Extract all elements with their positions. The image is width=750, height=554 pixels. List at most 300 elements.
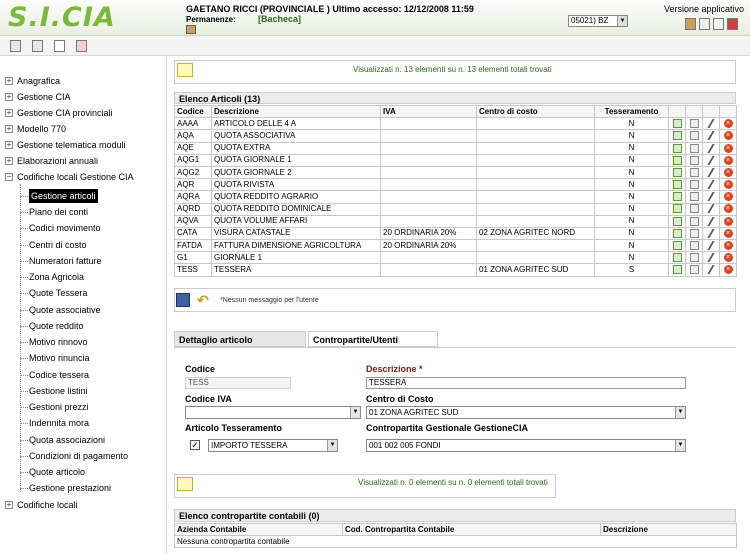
- cell-tesseramento: N: [595, 118, 669, 130]
- user-message: *Nessun messaggio per l'utente: [220, 297, 319, 304]
- table-row[interactable]: [175, 203, 737, 215]
- expand-icon[interactable]: +: [6, 124, 12, 133]
- cell-tesseramento: N: [595, 154, 669, 166]
- cell-codice: TESS: [175, 264, 212, 276]
- cell-tesseramento: N: [595, 240, 669, 252]
- table-row[interactable]: [175, 142, 737, 154]
- delete-icon[interactable]: ×: [724, 192, 733, 201]
- cell-tesseramento: N: [595, 191, 669, 203]
- chevron-down-icon: ▼: [675, 407, 685, 418]
- cell-iva: [381, 166, 477, 178]
- sidebar-item-codici-movimento[interactable]: Codici movimento: [29, 223, 101, 233]
- contropartita-value: 001 002 005 FONDI: [369, 441, 441, 450]
- tree-branch: [20, 196, 28, 197]
- sidebar-item-piano-conti[interactable]: Piano dei conti: [29, 207, 89, 217]
- sidebar-item-centri-costo[interactable]: Centri di costo: [29, 240, 87, 250]
- sidebar-item-gestioni-prezzi[interactable]: Gestioni prezzi: [29, 402, 89, 412]
- action-cell: [669, 215, 686, 227]
- undo-icon[interactable]: ↶: [197, 292, 209, 308]
- cell-iva: 20 ORDINARIA 20%: [381, 227, 477, 239]
- sidebar-item-quote-tessera[interactable]: Quote Tessera: [29, 288, 88, 298]
- cell-codice: AQVA: [175, 215, 212, 227]
- tree-branch: [20, 277, 28, 278]
- cell-iva: [381, 154, 477, 166]
- tree-branch: [20, 228, 28, 229]
- app-header: [0, 0, 750, 36]
- logout-icon[interactable]: [727, 18, 738, 30]
- expand-icon[interactable]: +: [6, 92, 12, 101]
- view-icon[interactable]: [690, 241, 699, 250]
- delete-icon[interactable]: ×: [724, 168, 733, 177]
- action-cell: [669, 154, 686, 166]
- delete-icon[interactable]: ×: [724, 156, 733, 165]
- sidebar-item-zona-agricola[interactable]: Zona Agricola: [29, 272, 85, 282]
- view-icon[interactable]: [690, 265, 699, 274]
- cell-descrizione: FATTURA DIMENSIONE AGRICOLTURA: [212, 240, 381, 252]
- action-cell: [669, 240, 686, 252]
- edit-icon[interactable]: [673, 204, 682, 213]
- action-cell: [703, 191, 720, 203]
- action-cell: [686, 203, 703, 215]
- save-icon[interactable]: [176, 293, 190, 307]
- view-icon[interactable]: [690, 217, 699, 226]
- action-cell: [703, 227, 720, 239]
- expand-menu-icon[interactable]: [32, 40, 43, 52]
- col-action: [703, 106, 720, 118]
- cell-codice: AQE: [175, 142, 212, 154]
- action-cell: [720, 166, 737, 178]
- edit-icon[interactable]: [673, 156, 682, 165]
- action-cell: [703, 264, 720, 276]
- nav-anagrafica[interactable]: + Anagrafica: [6, 76, 61, 86]
- action-cell: [720, 142, 737, 154]
- chevron-down-icon: ▼: [350, 407, 360, 418]
- action-cell: [703, 252, 720, 264]
- sidebar-divider: [166, 56, 167, 554]
- action-cell: [703, 215, 720, 227]
- cell-codice: FATDA: [175, 240, 212, 252]
- nav-elaborazioni-annuali[interactable]: + Elaborazioni annuali: [6, 156, 99, 166]
- tree-branch: [20, 261, 28, 262]
- action-cell: [703, 166, 720, 178]
- edit-icon[interactable]: [673, 192, 682, 201]
- table-row: [175, 536, 737, 548]
- descrizione-label: Descrizione *: [366, 364, 423, 374]
- articles-table: [174, 105, 737, 277]
- nav-gestione-telematica[interactable]: + Gestione telematica moduli: [6, 140, 126, 150]
- tab-dettaglio-articolo[interactable]: Dettaglio articolo: [174, 331, 306, 347]
- sidebar-item-numeratori[interactable]: Numeratori fatture: [29, 256, 102, 266]
- sidebar-item-motivo-rinuncia[interactable]: Motivo rinuncia: [29, 353, 90, 363]
- table-header-row: [175, 524, 737, 536]
- cell-centro-costo: 02 ZONA AGRITEC NORD: [477, 227, 595, 239]
- col-descrizione[interactable]: Descrizione: [601, 524, 737, 536]
- delete-icon[interactable]: ×: [724, 144, 733, 153]
- action-cell: [669, 179, 686, 191]
- note-icon: [177, 63, 193, 77]
- nav-codifiche-locali[interactable]: + Codifiche locali: [6, 500, 78, 510]
- view-icon[interactable]: [690, 180, 699, 189]
- cell-descrizione: QUOTA GIORNALE 2: [212, 166, 381, 178]
- cell-codice: AQR: [175, 179, 212, 191]
- permanenze-value[interactable]: [Bacheca]: [258, 14, 302, 24]
- action-cell: [669, 118, 686, 130]
- action-cell: [686, 252, 703, 264]
- print-icon[interactable]: [76, 40, 87, 52]
- action-cell: [720, 240, 737, 252]
- codice-iva-select[interactable]: [185, 406, 361, 419]
- note-icon: [177, 477, 193, 491]
- cell-codice: CATA: [175, 227, 212, 239]
- cell-iva: [381, 130, 477, 142]
- view-icon[interactable]: [690, 204, 699, 213]
- toolbar: [0, 36, 750, 56]
- edit-icon[interactable]: [673, 180, 682, 189]
- articolo-tesseramento-label: Articolo Tesseramento: [185, 423, 282, 433]
- action-cell: [669, 191, 686, 203]
- cell-iva: [381, 179, 477, 191]
- wrench-icon[interactable]: [707, 253, 715, 262]
- tree-branch: [20, 456, 28, 457]
- action-cell: [720, 118, 737, 130]
- action-cell: [686, 118, 703, 130]
- cell-iva: [381, 118, 477, 130]
- tree-branch: [20, 310, 28, 311]
- cell-descrizione: ARTICOLO DELLE 4 A: [212, 118, 381, 130]
- results-count-top: Visualizzati n. 13 elementi su n. 13 elementi totali trovati: [353, 65, 552, 74]
- sidebar-item-motivo-rinnovo[interactable]: Motivo rinnovo: [29, 337, 88, 347]
- collapse-icon[interactable]: −: [6, 172, 12, 181]
- tree-branch: [20, 212, 28, 213]
- cell-descrizione: QUOTA EXTRA: [212, 142, 381, 154]
- action-cell: [669, 130, 686, 142]
- action-cell: [669, 142, 686, 154]
- action-cell: [669, 252, 686, 264]
- empty-message: Nessuna contropartita contabile: [175, 536, 737, 548]
- cell-tesseramento: N: [595, 179, 669, 191]
- version-label: Versione applicativo: [663, 4, 744, 14]
- cell-codice: AQA: [175, 130, 212, 142]
- wrench-icon[interactable]: [707, 168, 715, 177]
- edit-icon[interactable]: [673, 229, 682, 238]
- cell-centro-costo: 01 ZONA AGRITEC SUD: [477, 264, 595, 276]
- sidebar-item-quote-reddito[interactable]: Quote reddito: [29, 321, 84, 331]
- cell-descrizione: QUOTA RIVISTA: [212, 179, 381, 191]
- action-cell: [720, 154, 737, 166]
- centro-costo-label: Centro di Costo: [366, 394, 434, 404]
- col-codice[interactable]: Codice: [175, 106, 212, 118]
- descrizione-field[interactable]: TESSERA: [366, 377, 686, 389]
- cell-iva: [381, 264, 477, 276]
- action-cell: [720, 264, 737, 276]
- cell-centro-costo: [477, 203, 595, 215]
- action-cell: [669, 264, 686, 276]
- cell-iva: [381, 252, 477, 264]
- page-icon[interactable]: [54, 40, 65, 52]
- tesseramento-checkbox[interactable]: ✓: [191, 440, 199, 450]
- wrench-icon[interactable]: [707, 229, 715, 238]
- cell-codice: AAAA: [175, 118, 212, 130]
- office-select[interactable]: [568, 15, 628, 27]
- cell-tesseramento: N: [595, 130, 669, 142]
- contropartite-table: [174, 523, 737, 548]
- cell-centro-costo: [477, 179, 595, 191]
- wrench-icon[interactable]: [707, 156, 715, 165]
- action-cell: [720, 179, 737, 191]
- cell-tesseramento: N: [595, 252, 669, 264]
- col-centro-costo[interactable]: Centro di costo: [477, 106, 595, 118]
- action-cell: [720, 203, 737, 215]
- cell-codice: G1: [175, 252, 212, 264]
- books-icon[interactable]: [685, 18, 696, 30]
- sidebar-item-quote-associative[interactable]: Quote associative: [29, 305, 101, 315]
- wrench-icon[interactable]: [707, 204, 715, 213]
- codice-field[interactable]: TESS: [185, 377, 291, 389]
- table-row[interactable]: [175, 252, 737, 264]
- tree-branch: [20, 391, 28, 392]
- tab-contropartite-utenti[interactable]: Contropartite/Utenti: [308, 331, 438, 347]
- edit-icon[interactable]: [673, 119, 682, 128]
- cell-centro-costo: [477, 142, 595, 154]
- delete-icon[interactable]: ×: [724, 119, 733, 128]
- view-icon[interactable]: [690, 168, 699, 177]
- delete-icon[interactable]: ×: [724, 253, 733, 262]
- collapse-menu-icon[interactable]: [10, 40, 21, 52]
- table-row[interactable]: [175, 130, 737, 142]
- edit-icon[interactable]: [673, 144, 682, 153]
- cell-centro-costo: [477, 240, 595, 252]
- view-icon[interactable]: [690, 229, 699, 238]
- codice-label: Codice: [185, 364, 216, 374]
- delete-icon[interactable]: ×: [724, 265, 733, 274]
- tree-branch: [20, 326, 28, 327]
- expand-icon[interactable]: +: [6, 108, 12, 117]
- action-cell: [686, 215, 703, 227]
- cell-centro-costo: [477, 130, 595, 142]
- col-azienda-contabile[interactable]: Azienda Contabile: [175, 524, 343, 536]
- delete-icon[interactable]: ×: [724, 180, 733, 189]
- cell-descrizione: QUOTA GIORNALE 1: [212, 154, 381, 166]
- delete-icon[interactable]: ×: [724, 229, 733, 238]
- view-icon[interactable]: [690, 144, 699, 153]
- tesseramento-select[interactable]: [208, 439, 338, 452]
- action-cell: [686, 166, 703, 178]
- wrench-icon[interactable]: [707, 265, 715, 274]
- wrench-icon[interactable]: [707, 192, 715, 201]
- contropartita-select[interactable]: [366, 439, 686, 452]
- action-cell: [686, 264, 703, 276]
- sidebar-item-gestione-prestazioni[interactable]: Gestione prestazioni: [29, 483, 112, 493]
- office-select-value: 05021) BZ: [571, 16, 609, 25]
- user-info: GAETANO RICCI (PROVINCIALE ) Ultimo accesso: 12/12/2008 11:59: [186, 4, 474, 14]
- action-cell: [686, 142, 703, 154]
- bookshelf-icon[interactable]: [186, 25, 196, 34]
- cell-iva: [381, 215, 477, 227]
- tree-branch: [20, 342, 28, 343]
- delete-icon[interactable]: ×: [724, 204, 733, 213]
- tree-branch: [20, 488, 28, 489]
- chevron-down-icon: ▼: [327, 440, 337, 451]
- table-row[interactable]: [175, 264, 737, 276]
- expand-icon[interactable]: +: [6, 140, 12, 149]
- sidebar-item-quota-associazioni[interactable]: Quota associazioni: [29, 435, 106, 445]
- cell-codice: AQG2: [175, 166, 212, 178]
- delete-icon[interactable]: ×: [724, 131, 733, 140]
- view-icon[interactable]: [690, 119, 699, 128]
- document-icon[interactable]: [699, 18, 710, 30]
- sidebar-item-condizioni-pagamento[interactable]: Condizioni di pagamento: [29, 451, 129, 461]
- cell-tesseramento: S: [595, 264, 669, 276]
- expand-icon[interactable]: +: [6, 76, 12, 85]
- col-descrizione[interactable]: Descrizione: [212, 106, 381, 118]
- action-cell: [669, 227, 686, 239]
- view-icon[interactable]: [690, 253, 699, 262]
- action-cell: [703, 142, 720, 154]
- expand-icon[interactable]: +: [6, 156, 12, 165]
- tree-branch: [20, 440, 28, 441]
- cell-descrizione: QUOTA ASSOCIATIVA: [212, 130, 381, 142]
- cell-centro-costo: [477, 154, 595, 166]
- table-row[interactable]: [175, 227, 737, 239]
- cell-descrizione: QUOTA REDDITO AGRARIO: [212, 191, 381, 203]
- table-row[interactable]: [175, 154, 737, 166]
- permanenze-label: Permanenze:: [186, 15, 236, 24]
- table-row[interactable]: [175, 240, 737, 252]
- cell-tesseramento: N: [595, 142, 669, 154]
- sidebar-item-codice-tessera[interactable]: Codice tessera: [29, 370, 90, 380]
- chevron-down-icon: ▼: [675, 440, 685, 451]
- col-iva[interactable]: IVA: [381, 106, 477, 118]
- cell-centro-costo: [477, 252, 595, 264]
- view-icon[interactable]: [690, 192, 699, 201]
- wrench-icon[interactable]: [707, 119, 715, 128]
- edit-icon[interactable]: [673, 241, 682, 250]
- cell-centro-costo: [477, 166, 595, 178]
- cell-descrizione: QUOTA REDDITO DOMINICALE: [212, 203, 381, 215]
- cell-tesseramento: N: [595, 215, 669, 227]
- chevron-down-icon: ▼: [617, 16, 627, 26]
- edit-icon[interactable]: [673, 265, 682, 274]
- wrench-icon[interactable]: [707, 217, 715, 226]
- table-row[interactable]: [175, 166, 737, 178]
- nav-modello-770[interactable]: + Modello 770: [6, 124, 67, 134]
- edit-icon[interactable]: [673, 168, 682, 177]
- cell-iva: [381, 203, 477, 215]
- col-action: [686, 106, 703, 118]
- cell-centro-costo: [477, 118, 595, 130]
- tree-branch: [20, 245, 28, 246]
- tab-divider: [174, 347, 736, 348]
- action-cell: [669, 166, 686, 178]
- tree-branch: [20, 407, 28, 408]
- view-icon[interactable]: [690, 131, 699, 140]
- edit-icon[interactable]: [673, 217, 682, 226]
- home-icon[interactable]: [713, 18, 724, 30]
- col-action: [720, 106, 737, 118]
- col-tesseramento[interactable]: Tesseramento: [595, 106, 669, 118]
- action-cell: [720, 227, 737, 239]
- cell-tesseramento: N: [595, 166, 669, 178]
- action-cell: [703, 154, 720, 166]
- tree-branch: [20, 472, 28, 473]
- wrench-icon[interactable]: [707, 144, 715, 153]
- cell-codice: AQRA: [175, 191, 212, 203]
- action-cell: [686, 179, 703, 191]
- edit-icon[interactable]: [673, 131, 682, 140]
- action-cell: [703, 203, 720, 215]
- cell-codice: AQG1: [175, 154, 212, 166]
- delete-icon[interactable]: ×: [724, 217, 733, 226]
- action-cell: [686, 130, 703, 142]
- contropartite-grid-title: Elenco contropartite contabili (0): [174, 509, 736, 522]
- action-cell: [686, 154, 703, 166]
- table-row[interactable]: [175, 118, 737, 130]
- action-cell: [703, 240, 720, 252]
- tree-branch: [20, 293, 28, 294]
- action-cell: [720, 191, 737, 203]
- action-cell: [669, 203, 686, 215]
- cell-centro-costo: [477, 191, 595, 203]
- cell-iva: [381, 142, 477, 154]
- tree-branch: [20, 358, 28, 359]
- edit-icon[interactable]: [673, 253, 682, 262]
- action-cell: [720, 130, 737, 142]
- action-cell: [686, 191, 703, 203]
- tree-branch: [20, 423, 28, 424]
- tree-connector: [20, 184, 21, 492]
- wrench-icon[interactable]: [707, 131, 715, 140]
- articles-grid-title: Elenco Articoli (13): [174, 92, 736, 104]
- cell-descrizione: GIORNALE 1: [212, 252, 381, 264]
- wrench-icon[interactable]: [707, 241, 715, 250]
- cell-centro-costo: [477, 215, 595, 227]
- codice-iva-label: Codice IVA: [185, 394, 232, 404]
- centro-costo-select[interactable]: [366, 406, 686, 419]
- cell-descrizione: VISURA CATASTALE: [212, 227, 381, 239]
- col-cod-contropartita[interactable]: Cod. Contropartita Contabile: [343, 524, 601, 536]
- delete-icon[interactable]: ×: [724, 241, 733, 250]
- action-cell: [720, 215, 737, 227]
- table-row[interactable]: [175, 191, 737, 203]
- view-icon[interactable]: [690, 156, 699, 165]
- centro-costo-value: 01 ZONA AGRITEC SUD: [369, 408, 459, 417]
- table-row[interactable]: [175, 179, 737, 191]
- tree-branch: [20, 375, 28, 376]
- wrench-icon[interactable]: [707, 180, 715, 189]
- sidebar-item-gestione-listini[interactable]: Gestione listini: [29, 386, 88, 396]
- nav-codifiche-locali-cia[interactable]: − Codifiche locali Gestione CIA: [6, 172, 134, 182]
- nav-gestione-cia-provinciali[interactable]: + Gestione CIA provinciali: [6, 108, 113, 118]
- cell-tesseramento: N: [595, 203, 669, 215]
- cell-iva: [381, 191, 477, 203]
- contropartita-label: Contropartita Gestionale GestioneCIA: [366, 423, 529, 433]
- sidebar-item-gestione-articoli[interactable]: Gestione articoli: [31, 191, 96, 201]
- expand-icon[interactable]: +: [6, 500, 12, 509]
- action-cell: [703, 118, 720, 130]
- sidebar-item-quote-articolo[interactable]: Quote articolo: [29, 467, 86, 477]
- tesseramento-value: IMPORTO TESSERA: [211, 441, 288, 450]
- results-count-bottom: Visualizzati n. 0 elementi su n. 0 elementi totali trovati: [358, 478, 548, 487]
- col-action: [669, 106, 686, 118]
- nav-gestione-cia[interactable]: + Gestione CIA: [6, 92, 71, 102]
- action-cell: [686, 227, 703, 239]
- table-row[interactable]: [175, 215, 737, 227]
- cell-descrizione: QUOTA VOLUME AFFARI: [212, 215, 381, 227]
- action-cell: [720, 252, 737, 264]
- sidebar-item-indennita-mora[interactable]: Indennita mora: [29, 418, 90, 428]
- app-logo: S.I.CIA: [8, 2, 116, 33]
- cell-codice: AQRD: [175, 203, 212, 215]
